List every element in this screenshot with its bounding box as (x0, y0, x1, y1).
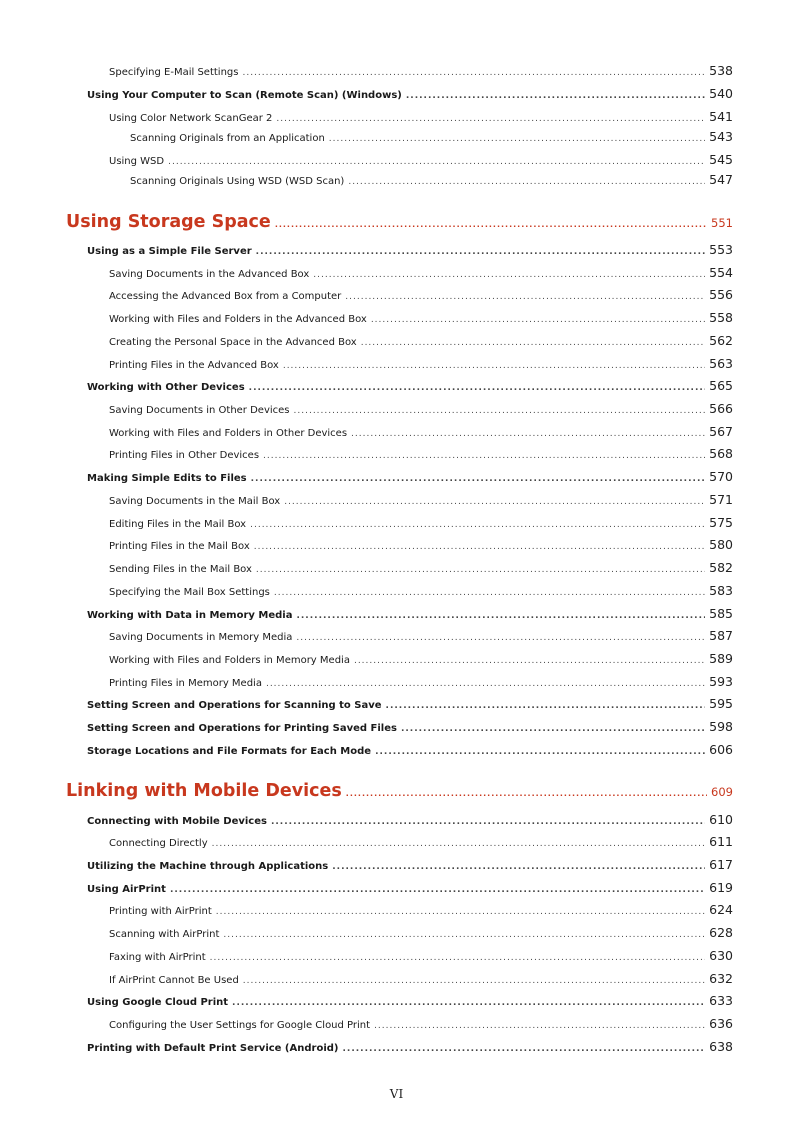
dot-leader (406, 91, 705, 101)
toc-entry-page: 580 (709, 537, 733, 552)
toc-subsection-entry[interactable] (109, 152, 733, 167)
toc-entry-page: 638 (709, 1039, 733, 1054)
toc-subsection-entry[interactable] (109, 424, 733, 439)
dot-leader (371, 315, 705, 325)
toc-entry-title: Scanning Originals from an Application (130, 133, 325, 144)
toc-entry-title: Printing with Default Print Service (Android) (87, 1043, 339, 1054)
toc-entry-title: Using WSD (109, 156, 165, 167)
toc-entry-page: 610 (709, 812, 733, 827)
toc-entry-title: Using as a Simple File Server (87, 246, 252, 257)
toc-entry-page: 543 (709, 129, 733, 144)
toc-entry-page: 606 (709, 742, 733, 757)
toc-entry-page: 556 (709, 287, 733, 302)
toc-section-entry[interactable] (87, 719, 733, 734)
toc-entry-title: Printing Files in the Mail Box (109, 541, 250, 552)
toc-section-entry[interactable] (87, 993, 733, 1008)
toc-entry-page: 570 (709, 469, 733, 484)
toc-entry-page: 568 (709, 446, 733, 461)
toc-subsection-entry[interactable] (109, 515, 733, 530)
toc-entry-page: 541 (709, 109, 733, 124)
toc-subsection-entry[interactable] (109, 446, 733, 461)
toc-entry-page: 628 (709, 925, 733, 940)
dot-leader (313, 270, 705, 280)
toc-entry-page: 571 (709, 492, 733, 507)
dot-leader (374, 1021, 705, 1031)
dot-leader (256, 247, 705, 257)
toc-entry-page: 547 (709, 172, 733, 187)
toc-entry-page: 551 (711, 216, 733, 230)
toc-entry-title: Using Color Network ScanGear 2 (109, 113, 273, 124)
toc-entry-title: Specifying E-Mail Settings (109, 67, 239, 78)
toc-entry-title: Printing with AirPrint (109, 906, 212, 917)
dot-leader (223, 930, 705, 940)
dot-leader (294, 406, 706, 416)
toc-entry-page: 595 (709, 696, 733, 711)
toc-section-entry[interactable] (87, 880, 733, 895)
dot-leader (276, 114, 705, 124)
toc-entry-title: Specifying the Mail Box Settings (109, 587, 270, 598)
toc-entry-page: 624 (709, 902, 733, 917)
toc-entry-title: Accessing the Advanced Box from a Computer (109, 291, 342, 302)
toc-section-entry[interactable] (87, 857, 733, 872)
toc-entry-title: Using Storage Space (66, 212, 271, 232)
toc-entry-title: Using AirPrint (87, 884, 166, 895)
dot-leader (296, 633, 705, 643)
dot-leader (375, 747, 705, 757)
toc-entry-page: 587 (709, 628, 733, 643)
dot-leader (401, 724, 705, 734)
toc-entry-page: 617 (709, 857, 733, 872)
toc-section-entry[interactable] (87, 1039, 733, 1054)
dot-leader (250, 520, 705, 530)
dot-leader (256, 565, 705, 575)
toc-entry-page: 589 (709, 651, 733, 666)
toc-subsection-entry[interactable] (109, 651, 733, 666)
toc-subsection-entry[interactable] (109, 63, 733, 78)
toc-entry-title: Saving Documents in the Advanced Box (109, 269, 310, 280)
toc-entry-page: 632 (709, 971, 733, 986)
toc-entry-page: 553 (709, 242, 733, 257)
toc-section-entry[interactable] (87, 742, 733, 757)
toc-section-entry[interactable] (87, 469, 733, 484)
dot-leader (329, 134, 705, 144)
toc-entry-title: Sending Files in the Mail Box (109, 564, 252, 575)
toc-entry-title: Saving Documents in Memory Media (109, 632, 293, 643)
toc-subsection-entry[interactable] (109, 560, 733, 575)
toc-entry-title: Setting Screen and Operations for Scanning to Save (87, 700, 382, 711)
dot-leader (346, 789, 707, 798)
toc-entry-page: 538 (709, 63, 733, 78)
toc-entry-title: Linking with Mobile Devices (66, 781, 342, 801)
toc-entry-page: 545 (709, 152, 733, 167)
toc-subsection-entry[interactable] (109, 492, 733, 507)
dot-leader (242, 68, 705, 78)
toc-entry-title: Printing Files in the Advanced Box (109, 360, 279, 371)
toc-entry-page: 567 (709, 424, 733, 439)
toc-subsection-entry[interactable] (109, 310, 733, 325)
toc-subsection-entry[interactable] (109, 401, 733, 416)
toc-entry-title: Scanning with AirPrint (109, 929, 220, 940)
toc-entry-title: Faxing with AirPrint (109, 952, 206, 963)
dot-leader (251, 474, 706, 484)
dot-leader (249, 383, 705, 393)
dot-leader (168, 157, 705, 167)
dot-leader (296, 611, 705, 621)
toc-entry-title: Connecting Directly (109, 838, 208, 849)
toc-entry-title: Configuring the User Settings for Google Cloud Print (109, 1020, 371, 1031)
dot-leader (283, 361, 705, 371)
toc-entry-title: Working with Other Devices (87, 382, 245, 393)
toc-entry-page: 593 (709, 674, 733, 689)
toc-entry-page: 562 (709, 333, 733, 348)
toc-entry-title: Storage Locations and File Formats for Each Mode (87, 746, 372, 757)
page-number: VI (389, 1087, 404, 1101)
toc-entry-page: 565 (709, 378, 733, 393)
toc-subsubsection-entry[interactable] (130, 129, 733, 144)
toc-entry-title: If AirPrint Cannot Be Used (109, 975, 239, 986)
dot-leader (263, 451, 705, 461)
toc-subsection-entry[interactable] (109, 971, 733, 986)
toc-subsection-entry[interactable] (109, 1016, 733, 1031)
toc-subsubsection-entry[interactable] (130, 172, 733, 187)
toc-entry-page: 598 (709, 719, 733, 734)
toc-subsection-entry[interactable] (109, 925, 733, 940)
dot-leader (284, 497, 705, 507)
toc-subsection-entry[interactable] (109, 902, 733, 917)
toc-entry-title: Creating the Personal Space in the Advanced Box (109, 337, 357, 348)
toc-subsection-entry[interactable] (109, 287, 733, 302)
dot-leader (254, 542, 705, 552)
dot-leader (243, 976, 705, 986)
toc-section-entry[interactable] (87, 812, 733, 827)
toc-entry-title: Setting Screen and Operations for Printing Saved Files (87, 723, 397, 734)
toc-section-entry[interactable] (87, 242, 733, 257)
dot-leader (386, 701, 706, 711)
toc-subsection-entry[interactable] (109, 583, 733, 598)
toc-chapter-heading[interactable] (66, 781, 733, 801)
toc-entry-page: 582 (709, 560, 733, 575)
dot-leader (351, 429, 705, 439)
dot-leader (348, 177, 705, 187)
toc-entry-title: Editing Files in the Mail Box (109, 519, 247, 530)
dot-leader (345, 292, 705, 302)
toc-entry-page: 554 (709, 265, 733, 280)
toc-entry-page: 558 (709, 310, 733, 325)
toc-entry-title: Working with Files and Folders in the Advanced Box (109, 314, 367, 325)
toc-entry-title: Making Simple Edits to Files (87, 473, 247, 484)
toc-entry-page: 583 (709, 583, 733, 598)
dot-leader (271, 817, 705, 827)
dot-leader (332, 862, 705, 872)
toc-subsection-entry[interactable] (109, 948, 733, 963)
toc-entry-page: 563 (709, 356, 733, 371)
toc-entry-page: 585 (709, 606, 733, 621)
toc-entry-title: Scanning Originals Using WSD (WSD Scan) (130, 176, 345, 187)
toc-entry-page: 633 (709, 993, 733, 1008)
toc-subsection-entry[interactable] (109, 333, 733, 348)
dot-leader (342, 1044, 705, 1054)
toc-entry-page: 630 (709, 948, 733, 963)
toc-section-entry[interactable] (87, 696, 733, 711)
toc-section-entry[interactable] (87, 378, 733, 393)
toc-entry-page: 540 (709, 86, 733, 101)
toc-subsection-entry[interactable] (109, 834, 733, 849)
dot-leader (210, 953, 705, 963)
toc-entry-page: 636 (709, 1016, 733, 1031)
toc-entry-title: Working with Files and Folders in Other Devices (109, 428, 348, 439)
dot-leader (354, 656, 705, 666)
toc-chapter-heading[interactable] (66, 212, 733, 232)
dot-leader (216, 907, 705, 917)
toc-entry-title: Using Your Computer to Scan (Remote Scan) (Windows) (87, 90, 402, 101)
dot-leader (274, 588, 705, 598)
toc-subsection-entry[interactable] (109, 356, 733, 371)
toc-entry-title: Connecting with Mobile Devices (87, 816, 267, 827)
toc-subsection-entry[interactable] (109, 265, 733, 280)
dot-leader (275, 220, 707, 229)
toc-subsection-entry[interactable] (109, 537, 733, 552)
toc-entry-title: Printing Files in Memory Media (109, 678, 262, 689)
toc-entry-title: Printing Files in Other Devices (109, 450, 260, 461)
dot-leader (170, 885, 705, 895)
toc-subsection-entry[interactable] (109, 109, 733, 124)
toc-section-entry[interactable] (87, 606, 733, 621)
toc-entry-title: Saving Documents in the Mail Box (109, 496, 281, 507)
dot-leader (212, 839, 706, 849)
dot-leader (266, 679, 705, 689)
toc-entry-title: Working with Files and Folders in Memory Media (109, 655, 350, 666)
toc-entry-title: Saving Documents in Other Devices (109, 405, 290, 416)
dot-leader (361, 338, 705, 348)
toc-entry-title: Utilizing the Machine through Applications (87, 861, 329, 872)
toc-entry-page: 619 (709, 880, 733, 895)
toc-entry-page: 575 (709, 515, 733, 530)
toc-entry-page: 566 (709, 401, 733, 416)
toc-entry-page: 609 (711, 785, 733, 799)
toc-section-entry[interactable] (87, 86, 733, 101)
toc-entry-title: Working with Data in Memory Media (87, 610, 293, 621)
toc-subsection-entry[interactable] (109, 674, 733, 689)
toc-entry-page: 611 (709, 834, 733, 849)
dot-leader (232, 998, 705, 1008)
toc-entry-title: Using Google Cloud Print (87, 997, 229, 1008)
toc-subsection-entry[interactable] (109, 628, 733, 643)
